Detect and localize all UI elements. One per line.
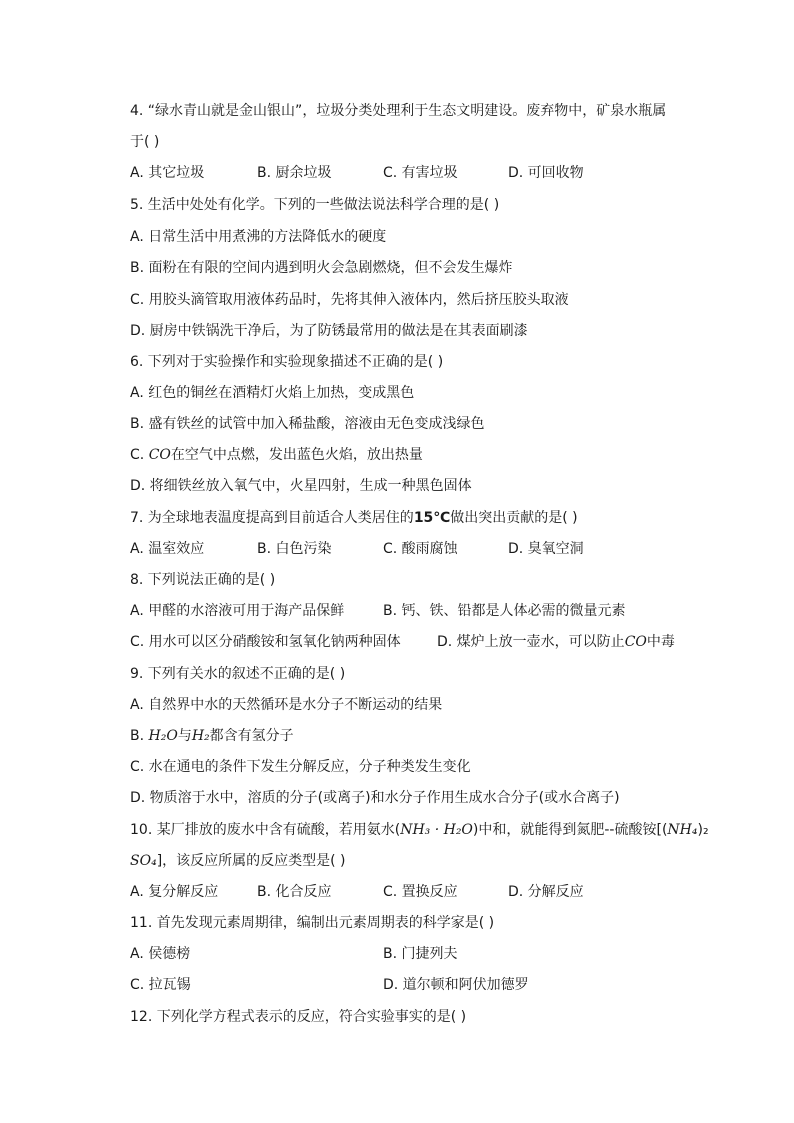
- q6-option-d[interactable]: D. 将细铁丝放入氧气中，火星四射，生成一种黑色固体: [130, 478, 472, 494]
- q7-stem-text-post: 做出突出贡献的是( ): [450, 510, 578, 526]
- q9-option-b[interactable]: [130, 726, 702, 746]
- q6-option-b[interactable]: B. 盛有铁丝的试管中加入稀盐酸，溶液由无色变成浅绿色: [130, 416, 485, 432]
- q9-option-b-formula-hydrogen: H₂: [191, 728, 210, 744]
- q7-stem-text-pre: 7. 为全球地表温度提高到目前适合人类居住的: [130, 510, 414, 526]
- q8-option-d-text-pre: D. 煤炉上放一壶水，可以防止: [437, 634, 625, 650]
- q12-stem: 12. 下列化学方程式表示的反应，符合实验事实的是( ): [130, 1009, 467, 1025]
- q10-option-a[interactable]: A. 复分解反应: [130, 884, 219, 900]
- q10-formula-sulfate: SO₄: [130, 853, 157, 869]
- q10-option-d[interactable]: D. 分解反应: [508, 884, 584, 900]
- q6-option-a[interactable]: A. 红色的铜丝在酒精灯火焰上加热，变成黑色: [130, 385, 415, 401]
- q11-stem: 11. 首先发现元素周期律，编制出元素周期表的科学家是( ): [130, 915, 495, 931]
- q10-stem-line1: [130, 820, 709, 840]
- q5-option-c[interactable]: C. 用胶头滴管取用液体药品时，先将其伸入液体内，然后挤压胶头取液: [130, 292, 569, 308]
- q9-option-b-label: B.: [130, 728, 149, 744]
- q10-formula-ammonium: NH₄: [667, 822, 698, 838]
- q10-stem-text-a: 10. 某厂排放的废水中含有硫酸，若用氨水(: [130, 822, 401, 838]
- q10-stem-line2: [130, 851, 702, 871]
- q5-option-d[interactable]: D. 厨房中铁锅洗干净后，为了防锈最常用的做法是在其表面刷漆: [130, 323, 528, 339]
- q10-option-b[interactable]: B. 化合反应: [257, 884, 332, 900]
- q8-option-a[interactable]: A. 甲醛的水溶液可用于海产品保鲜: [130, 603, 345, 619]
- q6-option-c-text: 在空气中点燃，发出蓝色火焰，放出热量: [170, 447, 423, 463]
- q9-option-b-formula-water: H₂O: [148, 728, 178, 744]
- q9-stem: 9. 下列有关水的叙述不正确的是( ): [130, 666, 346, 682]
- q10-stem-text-b: )中和，就能得到氮肥--硫酸铵[(: [472, 822, 668, 838]
- q8-option-c[interactable]: C. 用水可以区分硝酸铵和氢氧化钠两种固体: [130, 634, 401, 650]
- q9-option-c[interactable]: C. 水在通电的条件下发生分解反应，分子种类发生变化: [130, 759, 471, 775]
- q7-stem-temperature: 15℃: [413, 510, 451, 526]
- q11-option-a[interactable]: A. 侯德榜: [130, 946, 191, 962]
- q6-stem: 6. 下列对于实验操作和实验现象描述不正确的是( ): [130, 354, 444, 370]
- q10-option-c[interactable]: C. 置换反应: [383, 884, 458, 900]
- q7-option-b[interactable]: B. 白色污染: [257, 541, 332, 557]
- q4-option-d[interactable]: D. 可回收物: [508, 165, 584, 181]
- q7-option-c[interactable]: C. 酸雨腐蚀: [383, 541, 458, 557]
- q9-option-a[interactable]: A. 自然界中水的天然循环是水分子不断运动的结果: [130, 697, 443, 713]
- q10-stem-text-c: )₂: [697, 822, 709, 838]
- q7-stem: [130, 508, 702, 528]
- q6-option-c-formula: CO: [148, 447, 171, 463]
- q8-option-d-text-post: 中毒: [646, 634, 675, 650]
- q10-formula-ammonia: NH₃ · H₂O: [400, 822, 473, 838]
- q5-option-a[interactable]: A. 日常生活中用煮沸的方法降低水的硬度: [130, 229, 387, 245]
- q4-stem-line2: 于( ): [130, 134, 160, 150]
- q11-option-d[interactable]: D. 道尔顿和阿伏加德罗: [383, 977, 529, 993]
- q7-option-a[interactable]: A. 温室效应: [130, 541, 205, 557]
- q8-stem: 8. 下列说法正确的是( ): [130, 572, 276, 588]
- q8-option-d-formula: CO: [624, 634, 647, 650]
- q8-option-d[interactable]: [437, 632, 675, 652]
- q11-option-c[interactable]: C. 拉瓦锡: [130, 977, 191, 993]
- q9-option-d[interactable]: D. 物质溶于水中，溶质的分子(或离子)和水分子作用生成水合分子(或水合离子): [130, 790, 620, 806]
- q4-option-b[interactable]: B. 厨余垃圾: [257, 165, 332, 181]
- q10-stem-text-d: ]，该反应所属的反应类型是( ): [156, 853, 346, 869]
- q9-option-b-text: 都含有氢分子: [209, 728, 294, 744]
- q11-option-b[interactable]: B. 门捷列夫: [383, 946, 458, 962]
- q5-stem: 5. 生活中处处有化学。下列的一些做法说法科学合理的是( ): [130, 197, 500, 213]
- q7-option-d[interactable]: D. 臭氧空洞: [508, 541, 584, 557]
- q8-option-b[interactable]: B. 钙、铁、铅都是人体必需的微量元素: [383, 603, 626, 619]
- q4-option-a[interactable]: A. 其它垃圾: [130, 165, 205, 181]
- q6-option-c-label: C.: [130, 447, 149, 463]
- q6-option-c[interactable]: [130, 445, 702, 465]
- q9-option-b-conj: 与: [177, 728, 192, 744]
- q4-stem-line1: 4. “绿水青山就是金山银山”，垃圾分类处理利于生态文明建设。废弃物中，矿泉水瓶属: [130, 103, 667, 119]
- q5-option-b[interactable]: B. 面粉在有限的空间内遇到明火会急剧燃烧，但不会发生爆炸: [130, 260, 513, 276]
- q4-option-c[interactable]: C. 有害垃圾: [383, 165, 458, 181]
